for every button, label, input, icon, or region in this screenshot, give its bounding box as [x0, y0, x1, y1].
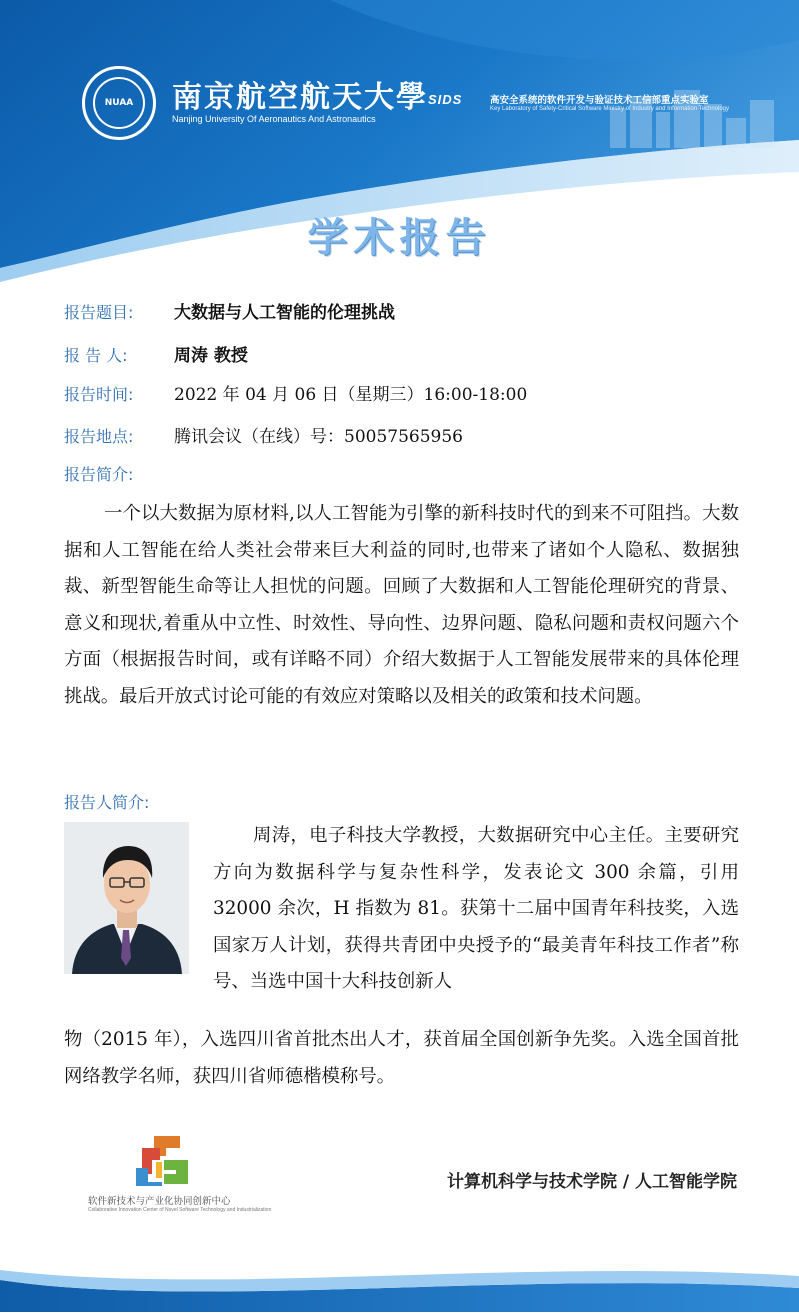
- abstract-label: 报告简介:: [64, 465, 134, 484]
- speaker-value: 周涛 教授: [174, 346, 248, 366]
- location-label: 报告地点:: [64, 427, 134, 446]
- location-row: [64, 422, 463, 447]
- university-name: 南京航空航天大學: [172, 80, 428, 115]
- lab-logo-icon: SIDS: [428, 92, 463, 107]
- topic-value: 大数据与人工智能的伦理挑战: [174, 303, 395, 323]
- innovation-center-logo-icon: [134, 1134, 190, 1186]
- page-title: 学术报告: [307, 215, 492, 261]
- bio-text-part2: 物（2015 年），入选四川省首批杰出人才，获首届全国创新争先奖。入选全国首批网络教学名师，获四川省师德楷模称号。: [64, 1029, 739, 1087]
- location-value: 腾讯会议（在线）号：50057565956: [174, 427, 463, 447]
- innovation-center-english-name: Collaborative Innovation Center of Novel Software Technology and Industrialization: [88, 1207, 272, 1213]
- speaker-row: [64, 341, 248, 366]
- lab-name: 高安全系统的软件开发与验证技术工信部重点实验室: [490, 95, 709, 106]
- topic-row: [64, 298, 395, 323]
- time-label: 报告时间:: [64, 385, 134, 404]
- speaker-label: 报 告 人:: [64, 346, 128, 365]
- time-row: [64, 380, 527, 405]
- university-english-name: Nanjing University Of Aeronautics And Astronautics: [172, 114, 376, 124]
- seal-text: NUAA: [93, 77, 145, 129]
- footer-wave: [0, 1240, 799, 1312]
- speaker-photo: [64, 822, 189, 974]
- abstract-text: 一个以大数据为原材料,以人工智能为引擎的新科技时代的到来不可阻挡。大数据和人工智能在给人类社会带来巨大利益的同时,也带来了诸如个人隐私、数据独裁、新型智能生命等让人担忧的问题。回顾了大数据和人工智能伦理研究的背景、意义和现状,着重从中立性、时效性、导向性、边界问题、隐私问题和责权问题六个方面（根据报告时间，或有详略不同）介绍大数据于人工智能发展带来的具体伦理挑战。最后开放式讨论可能的有效应对策略以及相关的政策和技术问题。: [64, 503, 739, 707]
- school-name: 计算机科学与技术学院 / 人工智能学院: [446, 1172, 737, 1192]
- topic-label: 报告题目:: [64, 303, 134, 322]
- time-value: 2022 年 04 月 06 日（星期三）16:00-18:00: [174, 385, 528, 405]
- bio-label: 报告人简介:: [64, 793, 150, 812]
- lab-english-name: Key Laboratory of Safety-Critical Software Ministry of Industry and Information Technology: [490, 106, 730, 112]
- university-seal-icon: [82, 66, 156, 140]
- innovation-center-name: 软件新技术与产业化协同创新中心: [88, 1196, 231, 1207]
- bio-text-part1: 周涛，电子科技大学教授，大数据研究中心主任。主要研究方向为数据科学与复杂性科学，发表论文 300 余篇，引用 32000 余次，H 指数为 81。获第十二届中国青年科技奖，入选国家万人计划，获得共青团中央授予的“最美青年科技工作者”称号、当选中国十大科技创新人: [213, 825, 739, 993]
